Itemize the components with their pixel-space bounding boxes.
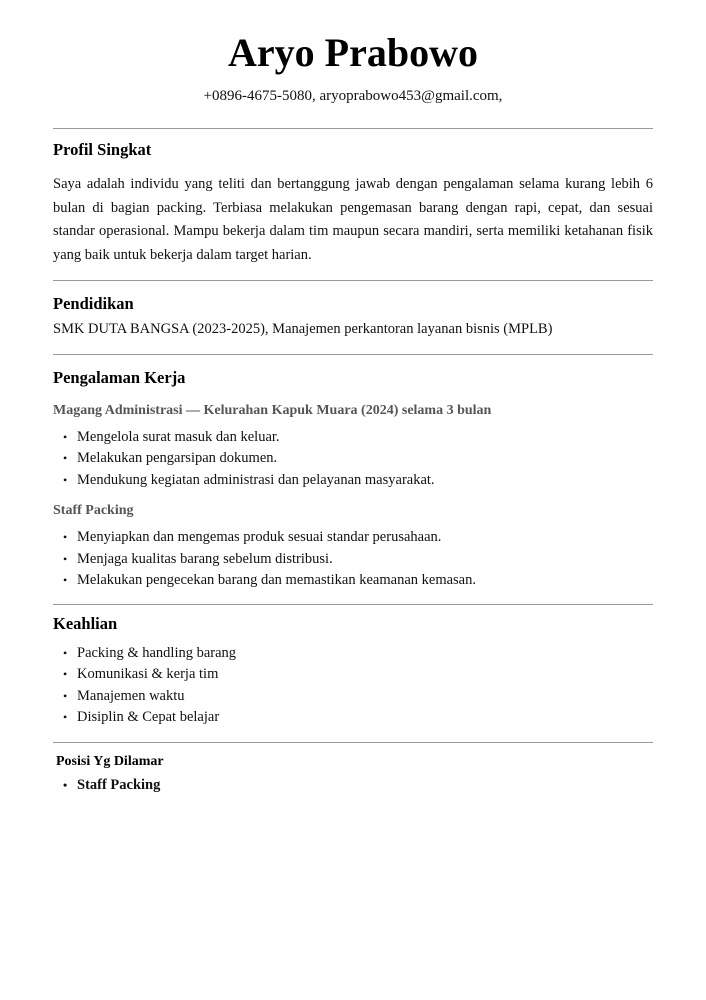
list-item — [63, 570, 653, 592]
list-item-text: Staff Packing — [77, 776, 161, 793]
profile-section — [53, 139, 653, 267]
experience-section — [53, 367, 653, 592]
contact-info: +0896-4675-5080, aryoprabowo453@gmail.com, — [203, 88, 503, 104]
candidate-name: Aryo Prabowo — [228, 30, 478, 75]
profile-text: Saya adalah individu yang teliti dan bertanggung jawab dengan pengalaman selama kurang lebih 6 bulan di bagian packing. Terbiasa melakukan pengemasan barang dengan rapi, cepat, dan sesuai standar operasional. Mampu bekerja dalam tim maupun secara mandiri, serta memiliki ketahanan fisik yang baik untuk bekerja dalam target harian. — [53, 176, 653, 263]
job-duties-list — [53, 427, 653, 492]
skills-section — [53, 613, 653, 729]
bullet-icon: • — [63, 667, 68, 681]
list-item-text: Melakukan pengecekan barang dan memastikan keamanan kemasan. — [77, 572, 476, 588]
job-title: Magang Administrasi — Kelurahan Kapuk Muara (2024) selama 3 bulan — [53, 402, 492, 418]
job-entry — [53, 401, 653, 492]
list-item-text: Menjaga kualitas barang sebelum distribusi. — [77, 550, 333, 567]
list-item-text: Mendukung kegiatan administrasi dan pelayanan masyarakat. — [77, 471, 435, 488]
list-item — [63, 707, 653, 729]
bullet-icon: • — [63, 645, 68, 660]
bullet-icon: • — [63, 688, 68, 703]
list-item-text: Packing & handling barang — [77, 644, 237, 661]
bullet-icon: • — [63, 551, 68, 566]
position-list — [56, 775, 653, 797]
skills-heading: Keahlian — [53, 613, 118, 633]
bullet-icon: • — [63, 710, 68, 724]
bullet-icon: • — [63, 429, 68, 444]
list-item — [63, 664, 653, 686]
bullet-icon: • — [63, 451, 68, 465]
job-entry — [53, 501, 653, 592]
divider — [53, 354, 653, 355]
skills-list — [53, 643, 653, 729]
list-item — [63, 470, 653, 492]
job-duties-list — [53, 527, 653, 592]
bullet-icon: • — [63, 472, 68, 487]
bullet-icon: • — [63, 777, 68, 792]
list-item-text: Melakukan pengarsipan dokumen. — [77, 450, 278, 466]
education-heading: Pendidikan — [53, 294, 134, 313]
list-item — [63, 427, 653, 449]
experience-heading: Pengalaman Kerja — [53, 367, 186, 387]
divider — [53, 280, 653, 281]
list-item — [63, 527, 653, 549]
education-section — [53, 293, 653, 342]
list-item-text: Manajemen waktu — [77, 687, 185, 704]
education-text: SMK DUTA BANGSA (2023-2025), Manajemen perkantoran layanan bisnis (MPLB) — [53, 321, 553, 337]
profile-heading: Profil Singkat — [53, 140, 152, 159]
list-item — [63, 643, 653, 665]
list-item — [63, 448, 653, 470]
divider — [53, 742, 653, 743]
list-item-text: Komunikasi & kerja tim — [77, 666, 219, 682]
list-item-text: Disiplin & Cepat belajar — [77, 709, 220, 725]
list-item — [63, 686, 653, 708]
divider — [53, 604, 653, 605]
job-title: Staff Packing — [53, 503, 134, 518]
bullet-icon: • — [63, 530, 68, 544]
position-heading: Posisi Yg Dilamar — [56, 753, 164, 769]
position-section — [53, 752, 653, 797]
bullet-icon: • — [63, 573, 68, 587]
list-item-text: Menyiapkan dan mengemas produk sesuai standar perusahaan. — [77, 529, 442, 545]
list-item — [63, 775, 653, 797]
list-item-text: Mengelola surat masuk dan keluar. — [77, 428, 280, 445]
list-item — [63, 549, 653, 571]
divider — [53, 128, 653, 129]
